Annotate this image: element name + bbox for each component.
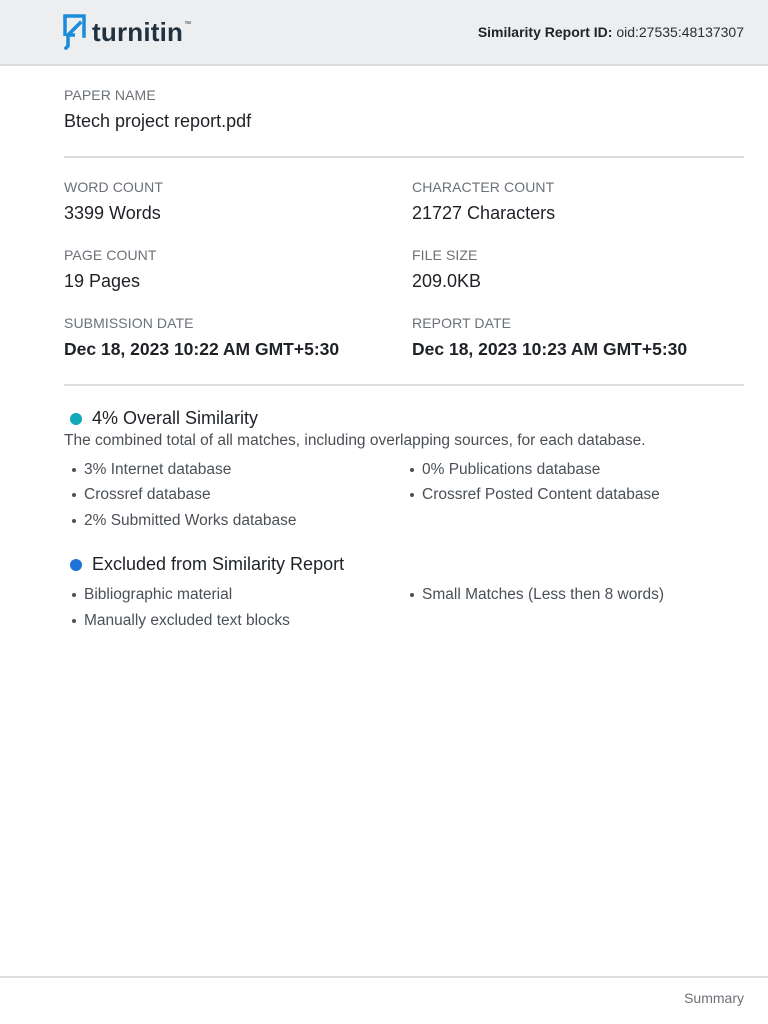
footer-summary-label: Summary bbox=[684, 990, 744, 1006]
bullet-icon bbox=[410, 593, 414, 597]
file-size-value: 209.0KB bbox=[412, 271, 482, 291]
list-item bbox=[72, 586, 232, 604]
list-item bbox=[72, 486, 211, 504]
character-count-value: 21727 Characters bbox=[412, 203, 556, 223]
database-item: Crossref Posted Content database bbox=[422, 486, 660, 503]
report-header bbox=[0, 0, 768, 66]
excluded-item: Manually excluded text blocks bbox=[84, 612, 290, 629]
database-item: 3% Internet database bbox=[84, 461, 232, 478]
similarity-status-dot bbox=[70, 413, 82, 425]
file-size-label: FILE SIZE bbox=[412, 247, 478, 263]
database-item: Crossref database bbox=[84, 486, 211, 503]
bullet-icon bbox=[410, 493, 414, 497]
divider bbox=[64, 156, 744, 158]
submission-date-label: SUBMISSION DATE bbox=[64, 315, 194, 331]
overall-similarity-title: 4% Overall Similarity bbox=[92, 408, 259, 428]
divider bbox=[64, 384, 744, 386]
excluded-item: Small Matches (Less then 8 words) bbox=[422, 586, 665, 603]
report-id-label: Similarity Report ID: bbox=[477, 24, 613, 40]
database-item: 0% Publications database bbox=[422, 461, 601, 478]
excluded-title: Excluded from Similarity Report bbox=[92, 554, 345, 574]
excluded-heading bbox=[70, 554, 344, 575]
bullet-icon bbox=[410, 468, 414, 472]
bullet-icon bbox=[72, 619, 76, 623]
overall-similarity-heading bbox=[70, 408, 258, 429]
list-item bbox=[410, 486, 660, 504]
bullet-icon bbox=[72, 519, 76, 523]
bullet-icon bbox=[72, 593, 76, 597]
list-item bbox=[72, 461, 231, 479]
report-date-label: REPORT DATE bbox=[412, 315, 512, 331]
report-id-value: oid:27535:48137307 bbox=[616, 24, 744, 40]
list-item bbox=[72, 512, 297, 530]
logo-wordmark: turnitin bbox=[92, 17, 184, 47]
excluded-status-dot bbox=[70, 559, 82, 571]
paper-name-label: PAPER NAME bbox=[64, 87, 156, 103]
submission-date-value: Dec 18, 2023 10:22 AM GMT+5:30 bbox=[64, 339, 340, 359]
list-item bbox=[410, 461, 600, 479]
report-date-value: Dec 18, 2023 10:23 AM GMT+5:30 bbox=[412, 339, 688, 359]
list-item bbox=[410, 586, 664, 604]
footer-divider bbox=[0, 976, 768, 978]
logo-trademark: ™ bbox=[184, 20, 192, 28]
word-count-value: 3399 Words bbox=[64, 203, 161, 223]
similarity-description: The combined total of all matches, including overlapping sources, for each database. bbox=[64, 432, 646, 449]
list-item bbox=[72, 612, 290, 630]
similarity-report-id bbox=[478, 24, 744, 40]
character-count-label: CHARACTER COUNT bbox=[412, 179, 555, 195]
word-count-label: WORD COUNT bbox=[64, 179, 163, 195]
page-count-label: PAGE COUNT bbox=[64, 247, 157, 263]
page-count-value: 19 Pages bbox=[64, 271, 141, 291]
bullet-icon bbox=[72, 493, 76, 497]
turnitin-logo bbox=[63, 14, 191, 50]
bullet-icon bbox=[72, 468, 76, 472]
turnitin-logo-icon bbox=[63, 14, 87, 50]
paper-name-value: Btech project report.pdf bbox=[64, 111, 252, 131]
excluded-item: Bibliographic material bbox=[84, 586, 233, 603]
database-item: 2% Submitted Works database bbox=[84, 512, 297, 529]
